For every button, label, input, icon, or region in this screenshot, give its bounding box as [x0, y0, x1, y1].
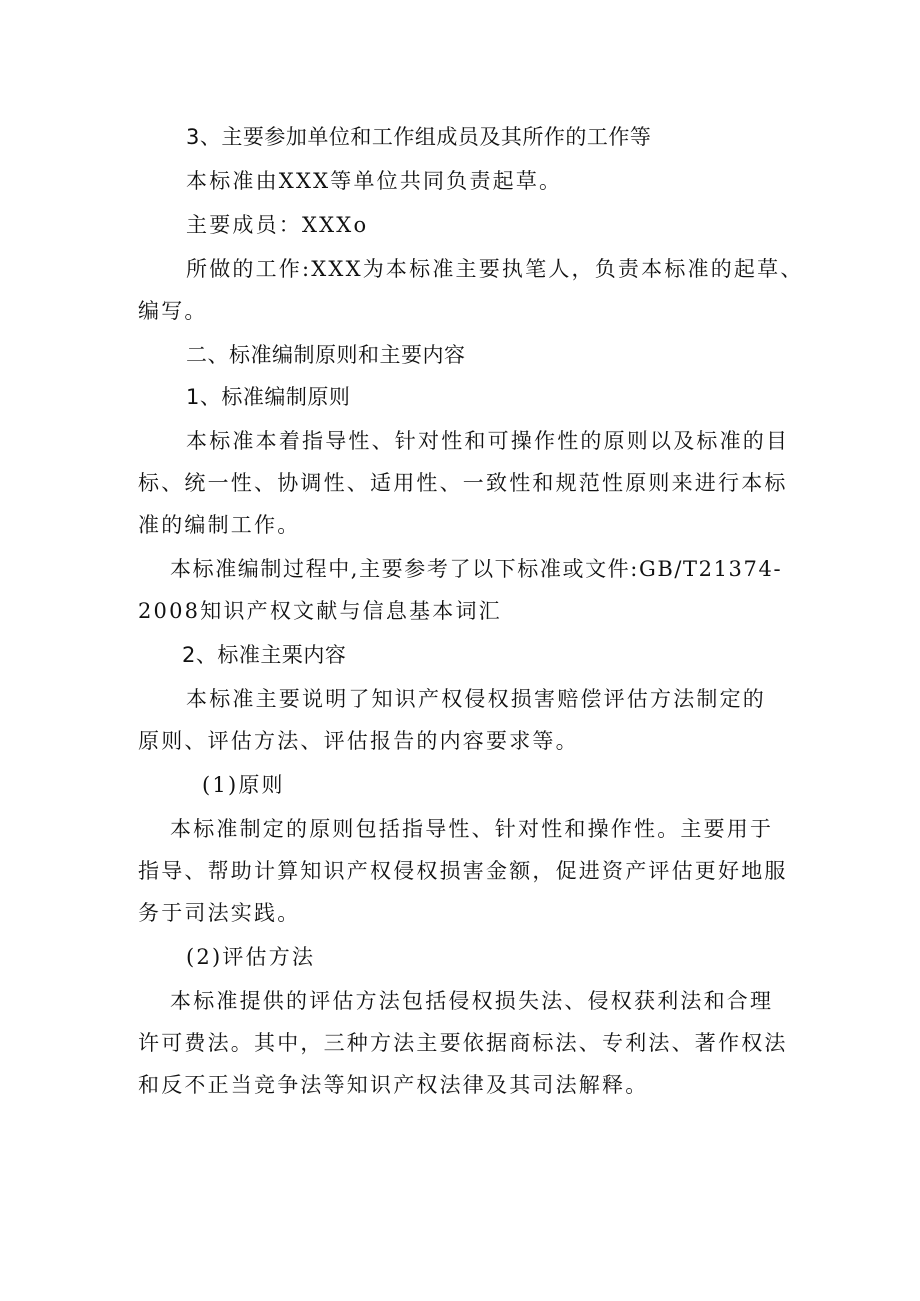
paragraph-principle-line-2: 标、统一性、协调性、适用性、一致性和规范性原则来进行本标: [138, 471, 788, 495]
heading-subsection-1: 1、标准编制原则: [186, 385, 351, 409]
paragraph-reference-line-1: 本标准编制过程中,主要参考了以下标准或文件:GB/T21374-: [170, 557, 783, 581]
heading-item-2: (2)评估方法: [186, 945, 316, 969]
paragraph-principle-line-3: 准的编制工作。: [138, 513, 301, 537]
paragraph-item-2-line-2: 许可费法。其中，三种方法主要依据商标法、专利法、著作权法: [138, 1031, 788, 1055]
heading-section-3: 3、主要参加单位和工作组成员及其所作的工作等: [186, 125, 652, 149]
paragraph-drafting-units: 本标准由XXX等单位共同负责起草。: [186, 169, 563, 193]
paragraph-item-1-line-3: 务于司法实践。: [138, 901, 301, 925]
paragraph-item-1-line-1: 本标准制定的原则包括指导性、针对性和操作性。主要用于: [170, 817, 774, 841]
heading-section-2: 二、标准编制原则和主要内容: [186, 343, 466, 367]
paragraph-item-2-line-1: 本标准提供的评估方法包括侵权损失法、侵权获利法和合理: [170, 989, 774, 1013]
paragraph-item-2-line-3: 和反不正当竞争法等知识产权法律及其司法解释。: [138, 1073, 649, 1097]
paragraph-content-line-1: 本标准主要说明了知识产权侵权损害赔偿评估方法制定的: [186, 687, 766, 711]
paragraph-item-1-line-2: 指导、帮助计算知识产权侵权损害金额，促进资产评估更好地服: [138, 859, 788, 883]
paragraph-content-line-2: 原则、评估方法、评估报告的内容要求等。: [138, 729, 579, 753]
paragraph-work-line-1: 所做的工作:XXX为本标准主要执笔人，负责本标准的起草、: [186, 257, 804, 281]
paragraph-work-line-2: 编写。: [138, 299, 208, 323]
paragraph-principle-line-1: 本标准本着指导性、针对性和可操作性的原则以及标准的目: [186, 429, 790, 453]
paragraph-reference-line-2: 2008知识产权文献与信息基本词汇: [138, 599, 502, 623]
paragraph-main-members: 主要成员：XXXo: [186, 213, 369, 237]
heading-item-1: (1)原则: [202, 773, 285, 797]
heading-subsection-2: 2、标准主栗内容: [182, 643, 347, 667]
